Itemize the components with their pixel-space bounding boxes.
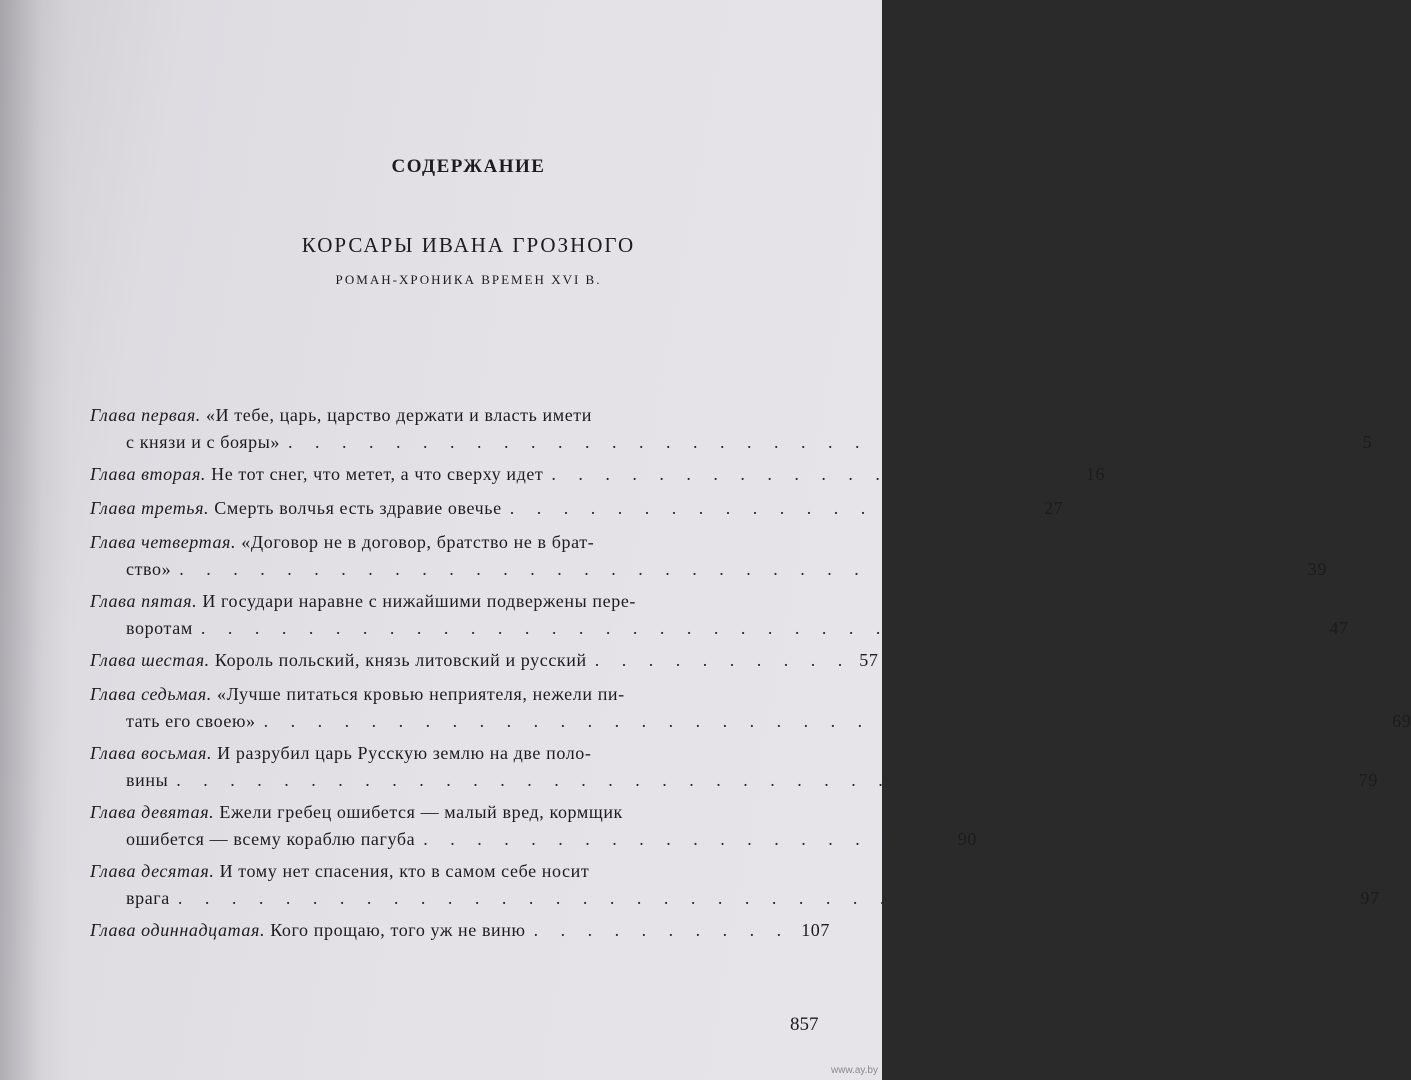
toc-entry-line: [90, 529, 830, 556]
chapter-label: Глава пятая.: [90, 591, 198, 611]
page-ref: 5: [1362, 432, 1373, 452]
chapter-label: Глава одиннадцатая.: [90, 920, 266, 940]
contents-heading: СОДЕРЖАНИЕ: [391, 156, 546, 177]
toc-entry: [90, 647, 879, 674]
leader-dots: . . . . . . . . . . . . . . . . . . . . . . . . . . . . . . . . . . . . . . . . . . . .: [177, 888, 1353, 908]
chapter-label: Глава восьмая.: [90, 743, 213, 763]
chapter-label: Глава вторая.: [90, 464, 207, 484]
toc-entry-line: [90, 799, 830, 826]
toc-entry: [90, 799, 977, 853]
chapter-title-continued: тать его своею»: [126, 711, 256, 731]
leader-dots: . . . . . . . . . . . . . . . . . . . .: [551, 464, 1078, 484]
chapter-title: Смерть волчья есть здравие овечье: [214, 498, 502, 518]
chapter-title: Ежели гребец ошибется — малый вред, кормщик: [219, 802, 623, 822]
toc-entry-line: [90, 681, 830, 708]
page-ref: 69: [1392, 711, 1411, 731]
watermark: www.ay.by: [830, 1065, 878, 1076]
chapter-title: Не тот снег, что метет, а что сверху идет: [211, 464, 544, 484]
toc-entry: [90, 917, 830, 944]
page-number: 857: [790, 1014, 819, 1035]
page-ref: 97: [1360, 888, 1380, 908]
page-ref: 79: [1358, 770, 1378, 790]
leader-dots: . . . . . . . . . . . . . . . . . . . . . . . . . . . . . . . . . . . . . . . .: [288, 432, 1355, 452]
chapter-label: Глава третья.: [90, 498, 210, 518]
page-ref: 57: [859, 650, 879, 670]
page-ref: 107: [801, 920, 830, 940]
chapter-label: Глава седьмая.: [90, 684, 212, 704]
chapter-title: Король польский, князь литовский и русский: [214, 650, 587, 670]
leader-dots: . . . . . . . . . . . . . . . . . . . . . . . . . . . . . . . . . . . . . . . . . . . .: [176, 770, 1351, 790]
leader-dots: . . . . . . . . . . . . . . . . . . . .: [509, 498, 1037, 518]
chapter-title-continued: врага: [126, 888, 170, 908]
leader-dots: . . . . . . . . . . . . . . . . . . . .: [423, 829, 950, 849]
chapter-title: «Лучше питаться кровью неприятеля, нежели пи-: [217, 684, 625, 704]
chapter-title: Кого прощаю, того уж не виню: [270, 920, 526, 940]
chapter-label: Глава четвертая.: [90, 532, 237, 552]
chapter-title: «И тебе, царь, царство держати и власть имети: [206, 405, 592, 425]
book-title: КОРСАРЫ ИВАНА ГРОЗНОГО: [301, 233, 636, 257]
chapter-title-continued: ошибется — всему кораблю пагуба: [126, 829, 416, 849]
toc-entry: [90, 529, 1327, 583]
chapter-title: И государи наравне с нижайшими подвержены пере-: [202, 591, 637, 611]
chapter-title: И разрубил царь Русскую землю на две поло-: [217, 743, 592, 763]
book-subtitle: РОМАН-ХРОНИКА ВРЕМЕН XVI В.: [335, 272, 602, 287]
toc-entry: [90, 588, 1349, 642]
leader-dots: . . . . . . . . . .: [594, 650, 852, 670]
table-of-contents: [90, 402, 1411, 944]
page-ref: 47: [1329, 618, 1349, 638]
chapter-title-continued: вины: [126, 770, 169, 790]
chapter-title-continued: с князи и с бояры»: [126, 432, 281, 452]
chapter-label: Глава первая.: [90, 405, 201, 425]
leader-dots: . . . . . . . . . . . . . . . . . . . . . . . . . . . . . . . . . . . . . . . . . .: [179, 559, 1300, 579]
toc-entry-line: [90, 588, 830, 615]
toc-entry: [90, 461, 1106, 488]
leader-dots: . . . . . . . . . . . . . . . . . . . . . . . . . . . . . . . . . . . . . . . . . .: [263, 711, 1385, 731]
toc-entry-line: [90, 402, 830, 429]
toc-entry-line: [90, 858, 830, 885]
leader-dots: . . . . . . . . . .: [533, 920, 791, 940]
page-ref: 27: [1044, 498, 1064, 518]
page-ref: 90: [957, 829, 977, 849]
chapter-label: Глава десятая.: [90, 861, 215, 881]
leader-dots: . . . . . . . . . . . . . . . . . . . . . . . . . . . . . . . . . . . . . . . . . .: [200, 618, 1322, 638]
toc-entry: [90, 495, 1064, 522]
toc-entry: [90, 858, 1380, 912]
toc-entry: [90, 402, 1373, 456]
toc-entry: [90, 681, 1411, 735]
toc-entry: [90, 740, 1378, 794]
chapter-title-continued: ство»: [126, 559, 172, 579]
chapter-title: И тому нет спасения, кто в самом себе носит: [219, 861, 590, 881]
page-ref: 39: [1307, 559, 1327, 579]
page-ref: 16: [1085, 464, 1106, 484]
chapter-label: Глава шестая.: [90, 650, 210, 670]
toc-entry-line: [90, 740, 830, 767]
chapter-title-continued: воротам: [126, 618, 193, 638]
chapter-label: Глава девятая.: [90, 802, 215, 822]
chapter-title: «Договор не в договор, братство не в брат-: [241, 532, 595, 552]
